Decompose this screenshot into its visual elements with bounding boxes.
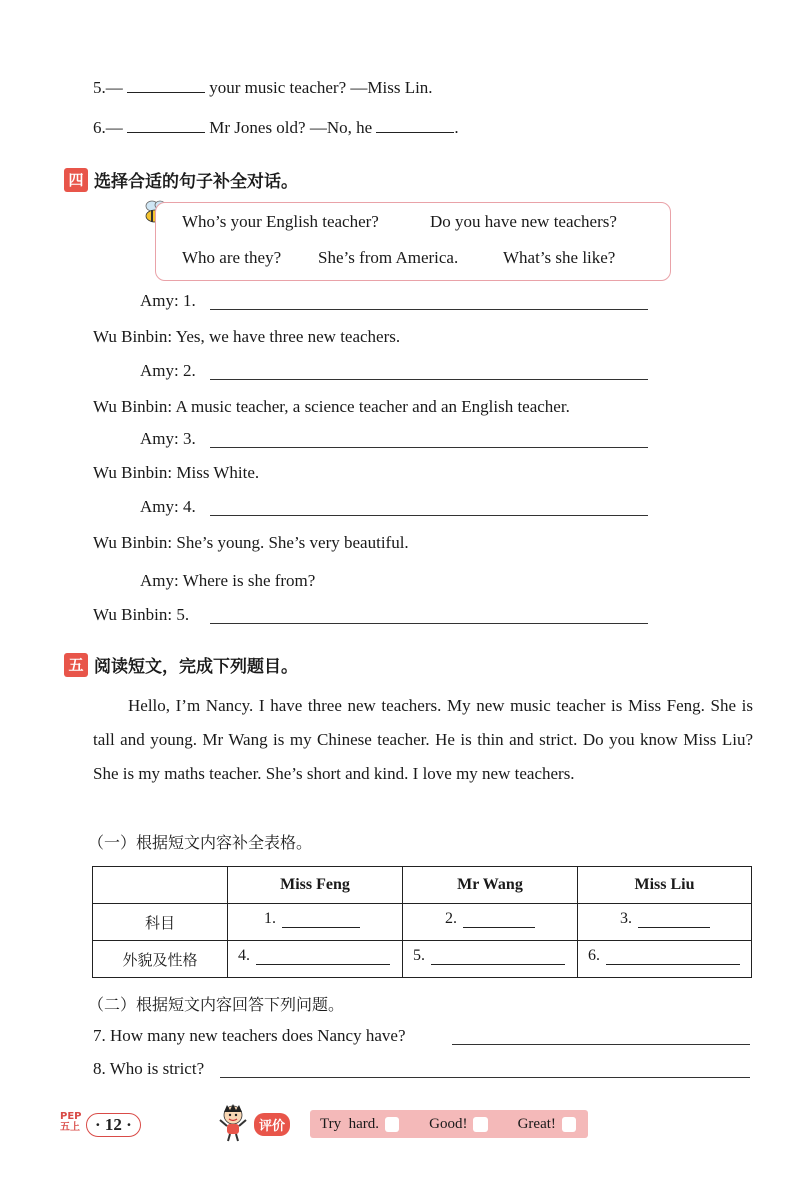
mascot-icon	[216, 1102, 250, 1142]
answer-line-1[interactable]	[210, 309, 648, 310]
row-label-appearance: 外貌及性格	[93, 941, 228, 978]
dialogue-line-2: Wu Binbin: Yes, we have three new teachers.	[93, 327, 401, 346]
q6-blank-2[interactable]	[376, 118, 454, 133]
option-2: Do you have new teachers?	[430, 212, 617, 231]
dialogue-line-4: Wu Binbin: A music teacher, a science teacher and an English teacher.	[93, 397, 570, 416]
question-7: 7. How many new teachers does Nancy have?	[93, 1026, 406, 1045]
answer-line-8[interactable]	[220, 1077, 750, 1078]
table-cell[interactable]: 5.	[403, 941, 578, 978]
section-4-badge: 四	[64, 168, 88, 192]
table-header-miss-feng: Miss Feng	[228, 867, 403, 904]
section-4-title: 选择合适的句子补全对话。	[94, 172, 298, 192]
table-row	[93, 941, 752, 978]
dialogue-line-10: Wu Binbin: 5.	[93, 605, 190, 624]
section-4-header	[64, 167, 298, 192]
answer-line-5[interactable]	[210, 623, 648, 624]
section-5-badge: 五	[64, 653, 88, 677]
table-header-mr-wang: Mr Wang	[403, 867, 578, 904]
section-5-header	[64, 652, 298, 677]
section-5-title: 阅读短文，完成下列题目。	[94, 657, 298, 677]
eval-checkbox-try-hard[interactable]	[385, 1117, 399, 1132]
table-cell[interactable]: 6.	[578, 941, 752, 978]
answer-line-4[interactable]	[210, 515, 648, 516]
evaluation-label: 评价	[254, 1113, 290, 1136]
eval-option-great: Great!	[517, 1115, 556, 1132]
table-header-empty	[93, 867, 228, 904]
option-3: Who are they?	[182, 248, 282, 267]
page-number: · 12 ·	[86, 1113, 141, 1137]
eval-checkbox-great[interactable]	[562, 1117, 576, 1132]
answer-line-3[interactable]	[210, 447, 648, 448]
dialogue-line-8: Wu Binbin: She’s young. She’s very beautiful.	[93, 533, 409, 552]
table-row	[93, 904, 752, 941]
info-table	[92, 866, 752, 978]
question-5: 5.— your music teacher? —Miss Lin.	[93, 78, 433, 97]
q5-blank[interactable]	[127, 78, 205, 93]
question-6: 6.— Mr Jones old? —No, he .	[93, 118, 459, 137]
part-1-title: （一）根据短文内容补全表格。	[88, 833, 313, 852]
part-2-title: （二）根据短文内容回答下列问题。	[88, 995, 345, 1014]
option-1: Who’s your English teacher?	[182, 212, 379, 231]
option-5: What’s she like?	[503, 248, 616, 267]
q6-blank-1[interactable]	[127, 118, 205, 133]
edition-label: PEP 五上	[60, 1111, 82, 1133]
reading-passage: Hello, I’m Nancy. I have three new teachers. My new music teacher is Miss Feng. She is tall and young. Mr Wang is my Chinese teacher. He is thin and strict. Do you know Miss Liu? She is my maths teacher. She’s short and kind. I love my new teachers.	[93, 696, 753, 783]
eval-checkbox-good[interactable]	[473, 1117, 487, 1132]
evaluation-bar	[310, 1110, 588, 1138]
table-cell[interactable]: 4.	[228, 941, 403, 978]
dialogue-line-9: Amy: Where is she from?	[140, 571, 316, 590]
table-header-row	[93, 867, 752, 904]
eval-option-good: Good!	[429, 1115, 468, 1132]
option-4: She’s from America.	[318, 248, 459, 267]
row-label-subject: 科目	[93, 904, 228, 941]
eval-option-try-hard: Try hard.	[320, 1115, 380, 1132]
table-cell[interactable]: 2.	[403, 904, 578, 941]
answer-line-2[interactable]	[210, 379, 648, 380]
dialogue-line-6: Wu Binbin: Miss White.	[93, 463, 260, 482]
table-cell[interactable]: 3.	[578, 904, 752, 941]
dialogue-line-3: Amy: 2.	[140, 361, 196, 380]
dialogue-line-7: Amy: 4.	[140, 497, 196, 516]
table-cell[interactable]: 1.	[228, 904, 403, 941]
dialogue-line-1: Amy: 1.	[140, 291, 196, 310]
table-header-miss-liu: Miss Liu	[578, 867, 752, 904]
dialogue-line-5: Amy: 3.	[140, 429, 196, 448]
question-8: 8. Who is strict?	[93, 1059, 205, 1078]
answer-line-7[interactable]	[452, 1044, 750, 1045]
